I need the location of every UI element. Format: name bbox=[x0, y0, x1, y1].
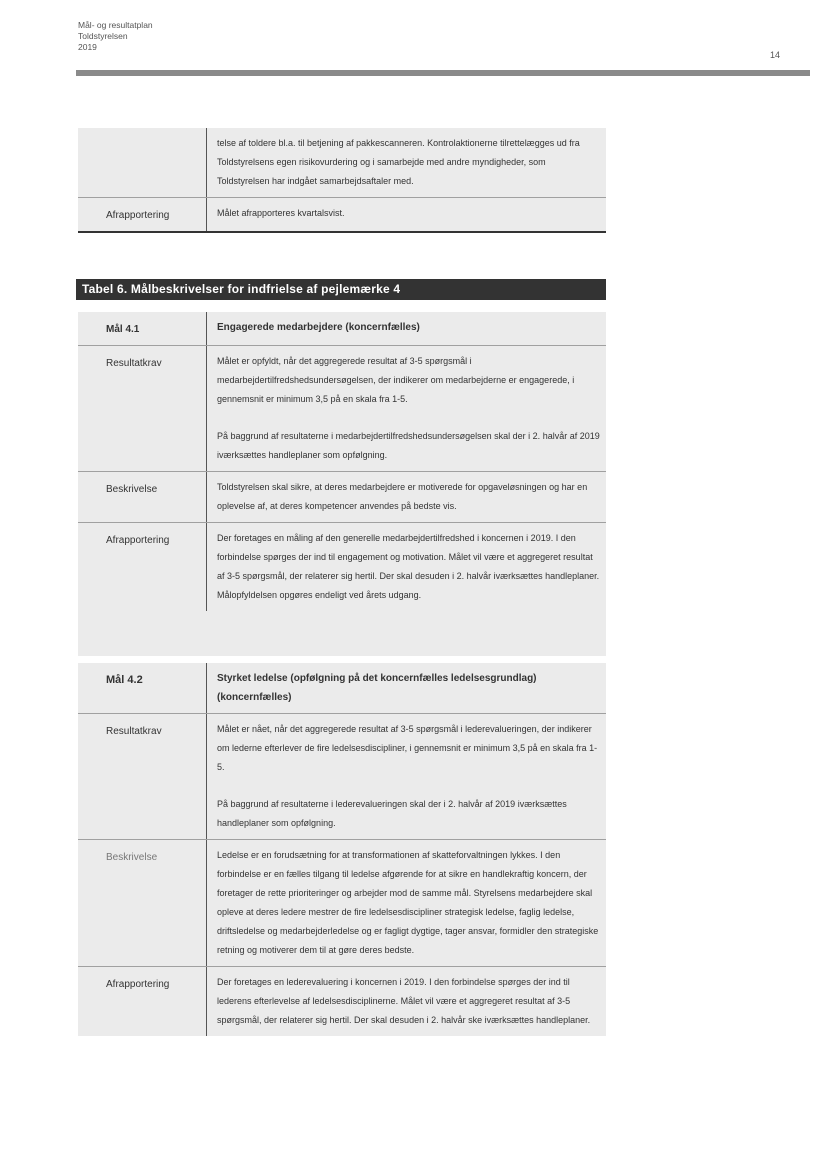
table-row bbox=[78, 663, 606, 713]
row-text bbox=[206, 198, 606, 231]
header-year: 2019 bbox=[78, 42, 97, 52]
paragraph: Målet er opfyldt, når det aggregerede resultat af 3-5 spørgsmål i medarbejdertilfredshedsundersøgelsen, der indikerer om medarbejderne er engagerede, i gennemsnit er minimum 3,5 på en skala fra 1-5. bbox=[217, 356, 575, 404]
row-text bbox=[206, 840, 606, 966]
row-text bbox=[206, 523, 606, 611]
row-label: Beskrivelse bbox=[106, 852, 158, 863]
row-label: Resultatkrav bbox=[106, 358, 162, 369]
goal-4-1-table bbox=[78, 312, 606, 656]
paragraph: På baggrund af resultaterne i lederevalueringen skal der i 2. halvår af 2019 iværksættes handleplaner som opfølgning. bbox=[217, 799, 567, 828]
paragraph: Målet er nået, når det aggregerede resultat af 3-5 spørgsmål i lederevalueringen, der indikerer om lederne efterlever de fire ledelsesdiscipliner, i gennemsnit er minimum 3,5 på en skala fra 1-5. bbox=[217, 724, 598, 772]
table-row bbox=[78, 839, 606, 966]
row-text bbox=[206, 967, 606, 1036]
row-label: Resultatkrav bbox=[106, 726, 162, 737]
table-row bbox=[78, 713, 606, 839]
table-row bbox=[78, 966, 606, 1036]
table-row bbox=[78, 312, 606, 345]
row-label: Beskrivelse bbox=[106, 484, 158, 495]
document-header bbox=[78, 20, 153, 53]
paragraph: Toldstyrelsen skal sikre, at deres medarbejdere er motiverede for opgaveløsningen og har en oplevelse af, at deres kompetencer anvendes på bedste vis. bbox=[217, 482, 588, 511]
table-row bbox=[78, 197, 606, 231]
row-label: Afrapportering bbox=[106, 979, 170, 990]
table-row bbox=[78, 345, 606, 471]
row-label: Afrapportering bbox=[106, 535, 170, 546]
goal-id: Mål 4.1 bbox=[106, 324, 140, 335]
paragraph: Målet afrapporteres kvartalsvist. bbox=[217, 208, 345, 218]
goal-4-2-table bbox=[78, 663, 606, 1036]
paragraph: Der foretages en måling af den generelle medarbejdertilfredshed i koncernen i 2019. I den forbindelse spørges der ind til engagement og motivation. Målet vil være et aggregeret resultat af 3-5 spørgsmål, der relaterer sig hertil. Der skal desuden i 2. halvår iværksættes handleplaner. Målopfyldelsen opgøres endeligt ved årets udgang. bbox=[217, 533, 600, 600]
goal-id: Mål 4.2 bbox=[106, 674, 143, 686]
table-caption: Tabel 6. Målbeskrivelser for indfrielse af pejlemærke 4 bbox=[76, 279, 606, 300]
paragraph: På baggrund af resultaterne i medarbejdertilfredshedsundersøgelsen skal der i 2. halvår af 2019 iværksættes handleplaner som opfølgning. bbox=[217, 431, 600, 460]
page-number: 14 bbox=[769, 50, 780, 60]
row-text bbox=[206, 714, 606, 839]
table-row bbox=[78, 522, 606, 611]
goal-title: Styrket ledelse (opfølgning på det koncernfælles ledelsesgrundlag) (koncernfælles) bbox=[206, 663, 606, 713]
table-row bbox=[78, 471, 606, 522]
paragraph: Ledelse er en forudsætning for at transformationen af skatteforvaltningen lykkes. I den forbindelse er en fælles tilgang til ledelse afgørende for at sikre en handlekraftig koncern, der foretager de rette prioriteringer og arbejder mod de samme mål. Styrelsens medarbejdere skal opleve at deres ledere mestrer de fire ledelsesdiscipliner strategisk ledelse, faglig ledelse, driftsledelse og medarbejderledelse og er fagligt dygtige, tager ansvar, formidler den strategiske retning og motiverer dem til at gøre deres bedste. bbox=[217, 850, 599, 955]
continued-table bbox=[78, 128, 606, 233]
paragraph: telse af toldere bl.a. til betjening af pakkescanneren. Kontrolaktionerne tilrettelægges ud fra Toldstyrelsens egen risikovurdering og i samarbejde med andre myndigheder, som Toldstyrelsen har indgået samarbejdsaftaler med. bbox=[217, 138, 580, 186]
row-text bbox=[206, 346, 606, 471]
goal-title: Engagerede medarbejdere (koncernfælles) bbox=[206, 312, 606, 345]
header-agency: Toldstyrelsen bbox=[78, 31, 128, 41]
paragraph: Der foretages en lederevaluering i koncernen i 2019. I den forbindelse spørges der ind til lederens efterlevelse af ledelsesdisciplinerne. Målet vil være et aggregeret resultat af 3-5 spørgsmål, der relaterer sig hertil. Der skal desuden i 2. halvår ske iværksættes handleplaner. bbox=[217, 977, 591, 1025]
row-label: Afrapportering bbox=[106, 210, 170, 221]
row-label bbox=[78, 128, 206, 197]
header-doc-title: Mål- og resultatplan bbox=[78, 20, 153, 30]
header-rule bbox=[76, 70, 810, 76]
table-row bbox=[78, 128, 606, 197]
row-text bbox=[206, 472, 606, 522]
row-text bbox=[206, 128, 606, 197]
